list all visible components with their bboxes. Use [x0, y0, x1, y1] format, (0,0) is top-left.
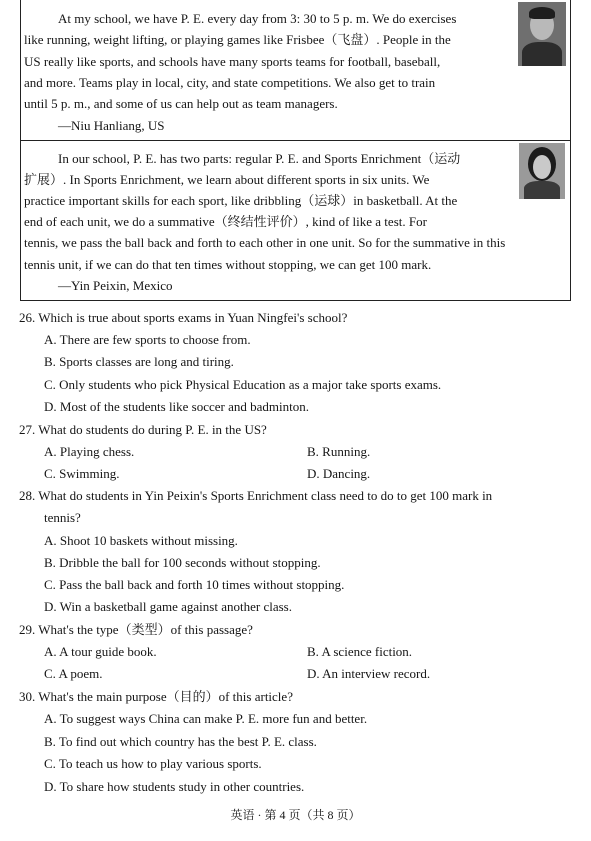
question-28-option-b: B. Dribble the ball for 100 seconds without stopping.	[44, 555, 321, 570]
passage-line: US really like sports, and schools have many sports teams for football, baseball,	[24, 54, 441, 69]
passage-yin-peixin	[21, 140, 570, 300]
question-28-option-a: A. Shoot 10 baskets without missing.	[44, 533, 238, 548]
question-28-stem-continued: tennis?	[44, 510, 81, 525]
question-29-option-d: D. An interview record.	[307, 666, 431, 681]
question-29-stem: 29. What's the type（类型）of this passage?	[19, 622, 253, 637]
passage-author: —Yin Peixin, Mexico	[58, 278, 173, 293]
question-29-option-c: C. A poem.	[44, 666, 103, 681]
passage-line: and more. Teams play in local, city, and state competitions. We also get to train	[24, 75, 436, 90]
passage-line: tennis unit, if we can do that ten times without stopping, we can get 100 mark.	[24, 257, 432, 272]
passage-line: like running, weight lifting, or playing games like Frisbee（飞盘）. People in the	[24, 32, 451, 47]
question-26-option-b: B. Sports classes are long and tiring.	[44, 354, 234, 369]
question-27-option-d: D. Dancing.	[307, 466, 371, 481]
question-26-option-a: A. There are few sports to choose from.	[44, 332, 251, 347]
question-27-stem: 27. What do students do during P. E. in the US?	[19, 422, 267, 437]
question-30-stem: 30. What's the main purpose（目的）of this article?	[19, 689, 293, 704]
passage-line: 扩展）. In Sports Enrichment, we learn about different sports in six units. We	[24, 172, 430, 187]
question-26-stem: 26. Which is true about sports exams in Yuan Ningfei's school?	[19, 310, 348, 325]
question-28-stem: 28. What do students in Yin Peixin's Sports Enrichment class need to do to get 100 mark in	[19, 488, 493, 503]
question-29-option-b: B. A science fiction.	[307, 644, 413, 659]
question-28-option-d: D. Win a basketball game against another class.	[44, 599, 292, 614]
passage-line: practice important skills for each sport, like dribbling（运球）in basketball. At the	[24, 193, 458, 208]
question-30-option-d: D. To share how students study in other countries.	[44, 779, 305, 794]
passage-line: tennis, we pass the ball back and forth to each other in one unit. So for the summative in this	[24, 235, 506, 250]
question-30-option-b: B. To find out which country has the best P. E. class.	[44, 734, 317, 749]
passages-box	[20, 0, 571, 301]
question-27-option-a: A. Playing chess.	[44, 444, 135, 459]
question-29-option-a: A. A tour guide book.	[44, 644, 157, 659]
student-photo	[518, 2, 566, 66]
passage-author: —Niu Hanliang, US	[58, 118, 165, 133]
page-footer: 英语 · 第 4 页（共 8 页）	[230, 808, 361, 822]
question-30-option-a: A. To suggest ways China can make P. E. more fun and better.	[44, 711, 368, 726]
student-photo	[519, 143, 565, 199]
question-30-option-c: C. To teach us how to play various sports.	[44, 756, 262, 771]
passage-line: In our school, P. E. has two parts: regular P. E. and Sports Enrichment（运动	[58, 151, 461, 166]
passage-niu-hanliang	[21, 0, 570, 141]
question-27-option-b: B. Running.	[307, 444, 371, 459]
question-26-option-d: D. Most of the students like soccer and badminton.	[44, 399, 310, 414]
question-26-option-c: C. Only students who pick Physical Education as a major take sports exams.	[44, 377, 442, 392]
passage-line: end of each unit, we do a summative（终结性评价）, kind of like a test. For	[24, 214, 427, 229]
question-28-option-c: C. Pass the ball back and forth 10 times without stopping.	[44, 577, 345, 592]
passage-line: until 5 p. m., and some of us can help out as team managers.	[24, 96, 338, 111]
passage-line: At my school, we have P. E. every day from 3: 30 to 5 p. m. We do exercises	[58, 11, 457, 26]
question-27-option-c: C. Swimming.	[44, 466, 120, 481]
